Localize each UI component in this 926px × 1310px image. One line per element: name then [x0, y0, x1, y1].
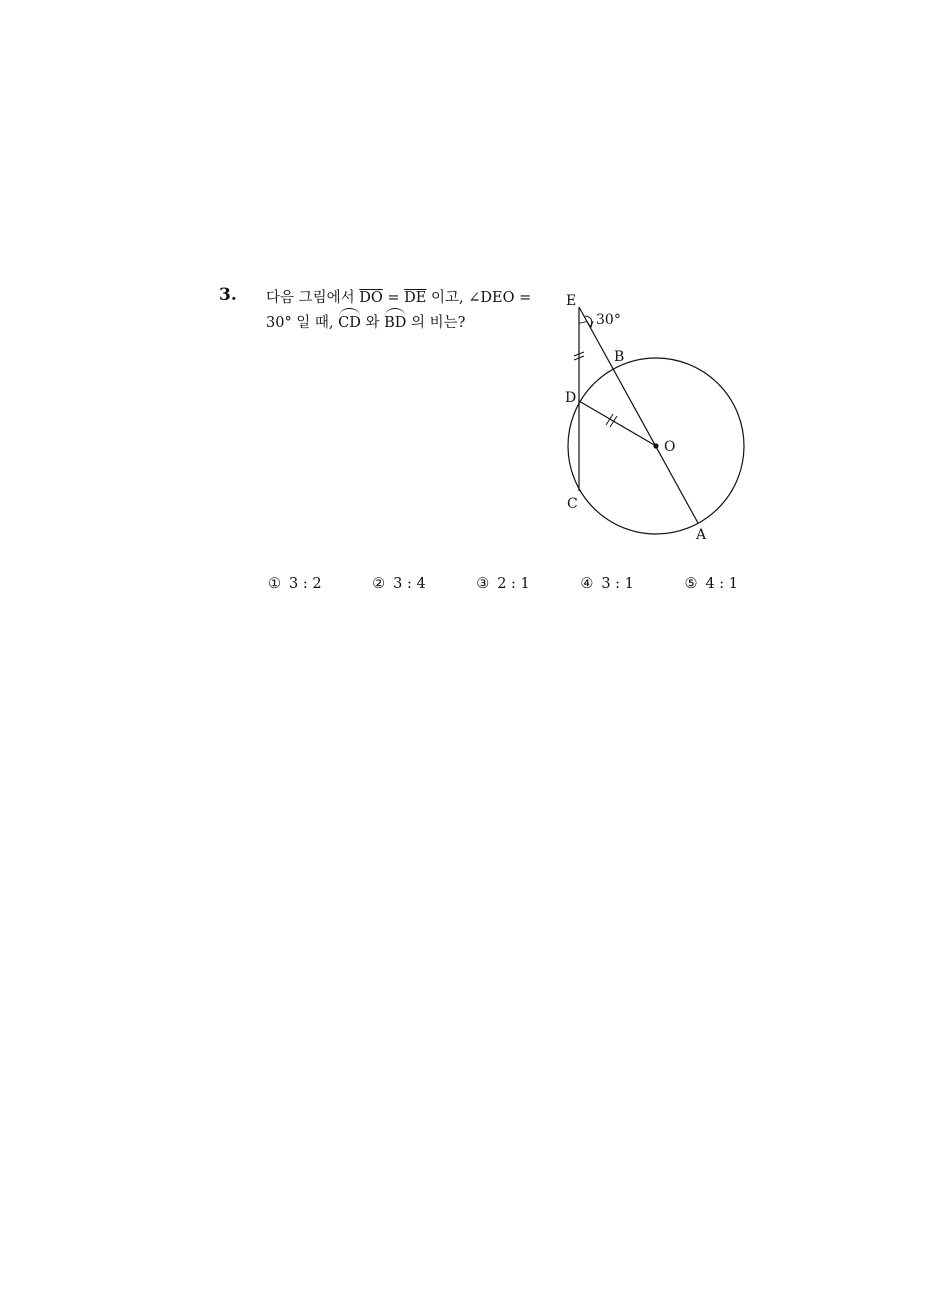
question-segment: 다음 그림에서 — [266, 290, 360, 306]
choice-number: ⑤ — [684, 576, 698, 592]
label-c: C — [567, 496, 578, 512]
equals-sign: = — [382, 290, 405, 306]
choice-value: 3 : 4 — [393, 576, 426, 592]
line-ea — [579, 307, 698, 523]
line-do — [579, 401, 656, 446]
answer-choices — [268, 576, 738, 592]
label-d: D — [565, 390, 577, 406]
segment-do: $\overline{DO}$ — [359, 290, 383, 306]
question-segment: 30° 일 때, — [266, 315, 339, 331]
choice-2[interactable] — [372, 576, 426, 592]
choice-5[interactable] — [684, 576, 738, 592]
problem-number: 3. — [219, 285, 237, 305]
segment-de: $\overline{DE}$ — [404, 290, 427, 306]
geometry-figure — [555, 288, 755, 548]
label-angle: 30° — [596, 312, 621, 328]
choice-value: 4 : 1 — [705, 576, 738, 592]
choice-1[interactable] — [268, 576, 322, 592]
choice-4[interactable] — [580, 576, 634, 592]
angle-arc — [579, 321, 587, 323]
choice-value: 3 : 2 — [289, 576, 322, 592]
choice-value: 2 : 1 — [497, 576, 530, 592]
center-point — [653, 443, 658, 448]
choice-number: ④ — [580, 576, 594, 592]
label-a: A — [696, 527, 707, 543]
choice-number: ① — [268, 576, 281, 592]
choice-number: ② — [372, 576, 386, 592]
question-text — [266, 286, 558, 336]
choice-3[interactable] — [476, 576, 530, 592]
question-segment: 의 비는? — [406, 315, 466, 331]
arc-cd: CD — [338, 311, 361, 336]
question-segment: 와 — [360, 315, 385, 331]
label-o: O — [664, 439, 676, 455]
question-segment: 이고, ∠DEO = — [426, 290, 532, 306]
label-b: B — [614, 349, 625, 365]
choice-number: ③ — [476, 576, 490, 592]
choice-value: 3 : 1 — [601, 576, 634, 592]
label-e: E — [566, 293, 577, 309]
arc-bd: BD — [384, 311, 406, 336]
